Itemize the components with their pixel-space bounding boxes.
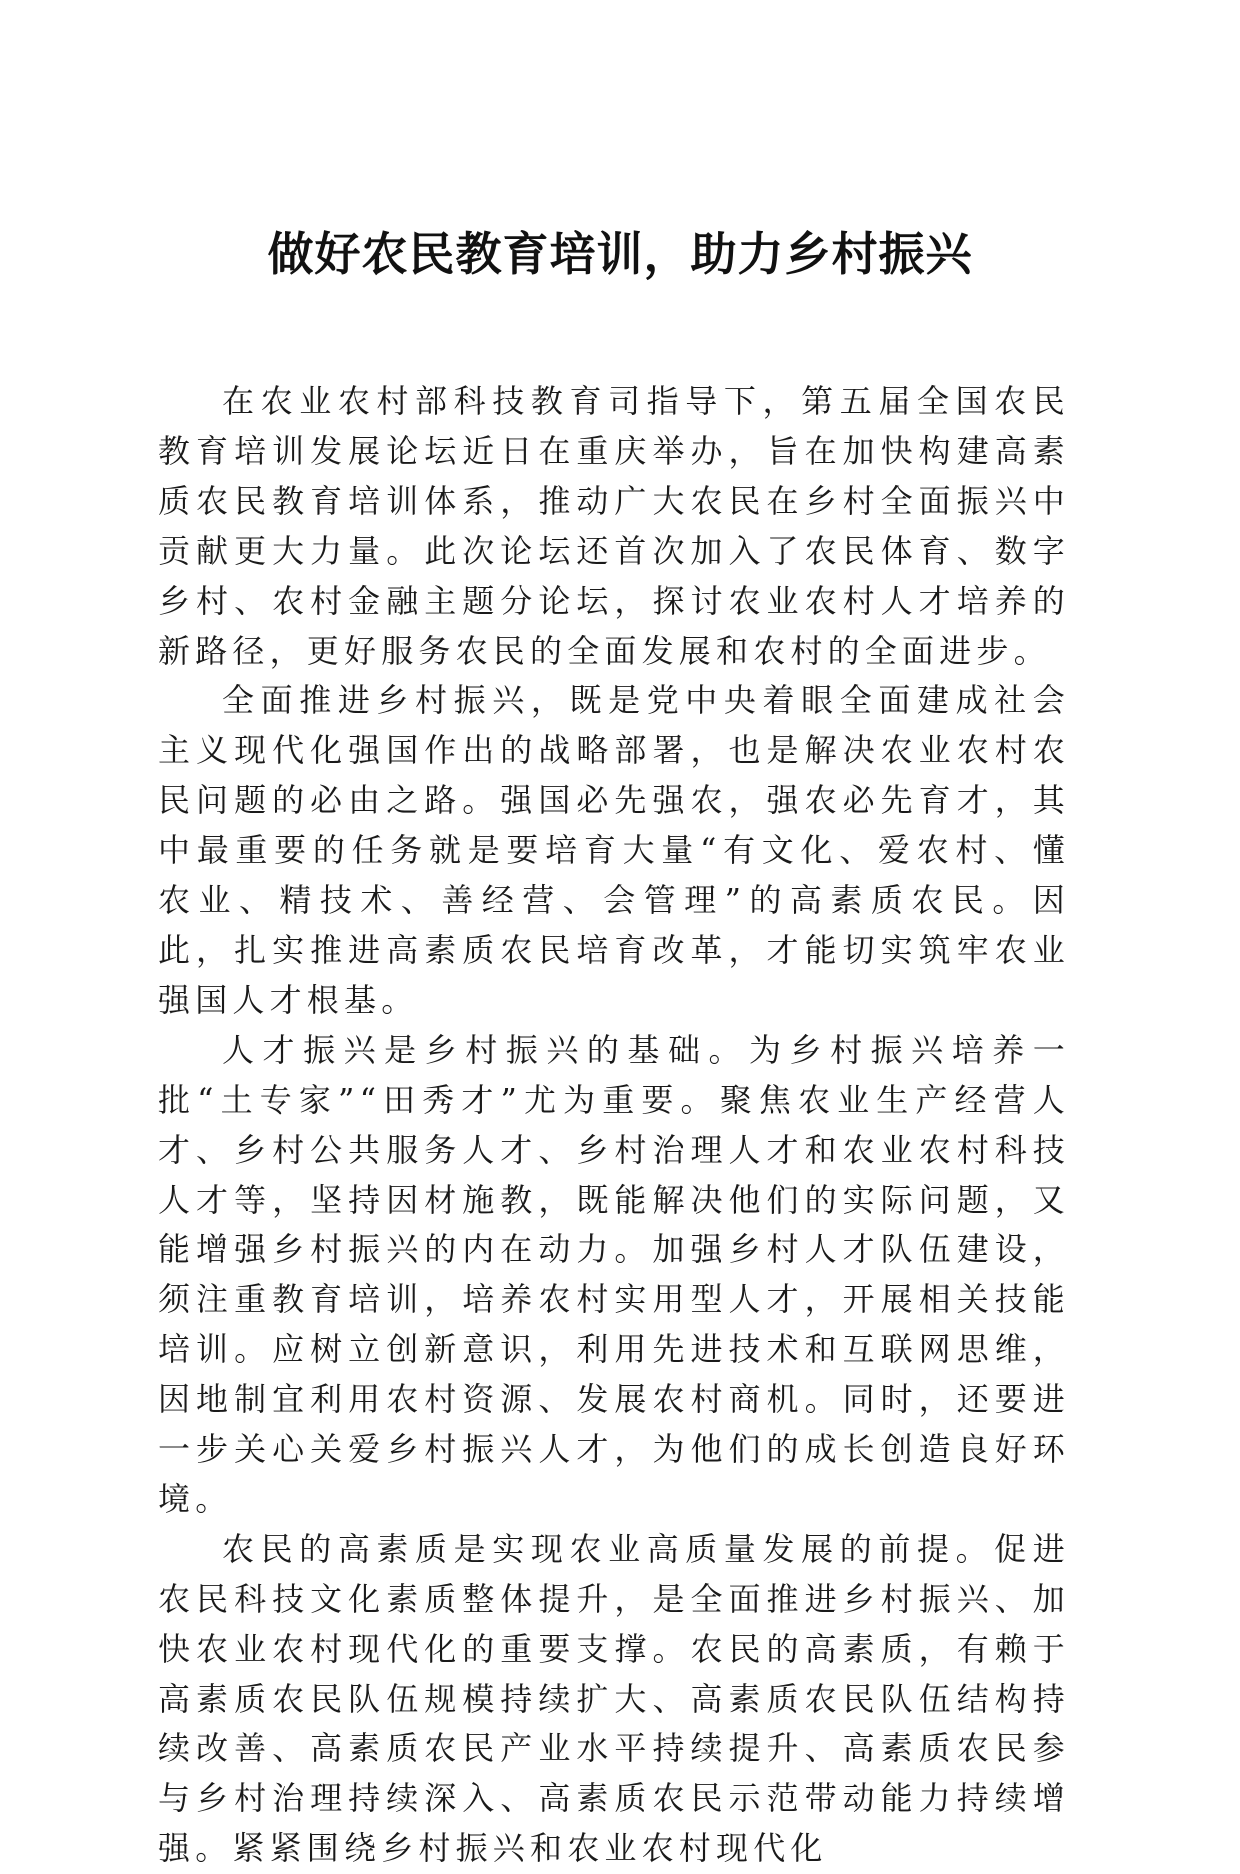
document-title: 做好农民教育培训，助力乡村振兴 [267,227,973,281]
paragraph: 在农业农村部科技教育司指导下，第五届全国农民教育培训发展论坛近日在重庆举办，旨在加快构建高素质农民教育培训体系，推动广大农民在乡村全面振兴中贡献更大力量。此次论坛还首次加入了农民体育、数字乡村、农村金融主题分论坛，探讨农业农村人才培养的新路径，更好服务农民的全面发展和农村的全面进步。 [158,382,1070,670]
paragraph: 农民的高素质是实现农业高质量发展的前提。促进农民科技文化素质整体提升，是全面推进乡村振兴、加快农业农村现代化的重要支撑。农民的高素质，有赖于高素质农民队伍规模持续扩大、高素质农民队伍结构持续改善、高素质农民产业水平持续提升、高素质农民参与乡村治理持续深入、高素质农民示范带动能力持续增强。紧紧围绕乡村振兴和农业农村现代化 [158,1529,1070,1868]
paragraph: 全面推进乡村振兴，既是党中央着眼全面建成社会主义现代化强国作出的战略部署，也是解决农业农村农民问题的必由之路。强国必先强农，强农必先育才，其中最重要的任务就是要培育大量“有文化、爱农村、懂农业、精技术、善经营、会管理”的高素质农民。因此，扎实推进高素质农民培育改革，才能切实筑牢农业强国人才根基。 [158,681,1070,1019]
document-body [158,377,1070,1874]
paragraph: 人才振兴是乡村振兴的基础。为乡村振兴培养一批“土专家”“田秀才”尤为重要。聚焦农业生产经营人才、乡村公共服务人才、乡村治理人才和农业农村科技人才等，坚持因材施教，既能解决他们的实际问题，又能增强乡村振兴的内在动力。加强乡村人才队伍建设，须注重教育培训，培养农村实用型人才，开展相关技能培训。应树立创新意识，利用先进技术和互联网思维，因地制宜利用农村资源、发展农村商机。同时，还要进一步关心关爱乡村振兴人才，为他们的成长创造良好环境。 [158,1030,1070,1518]
